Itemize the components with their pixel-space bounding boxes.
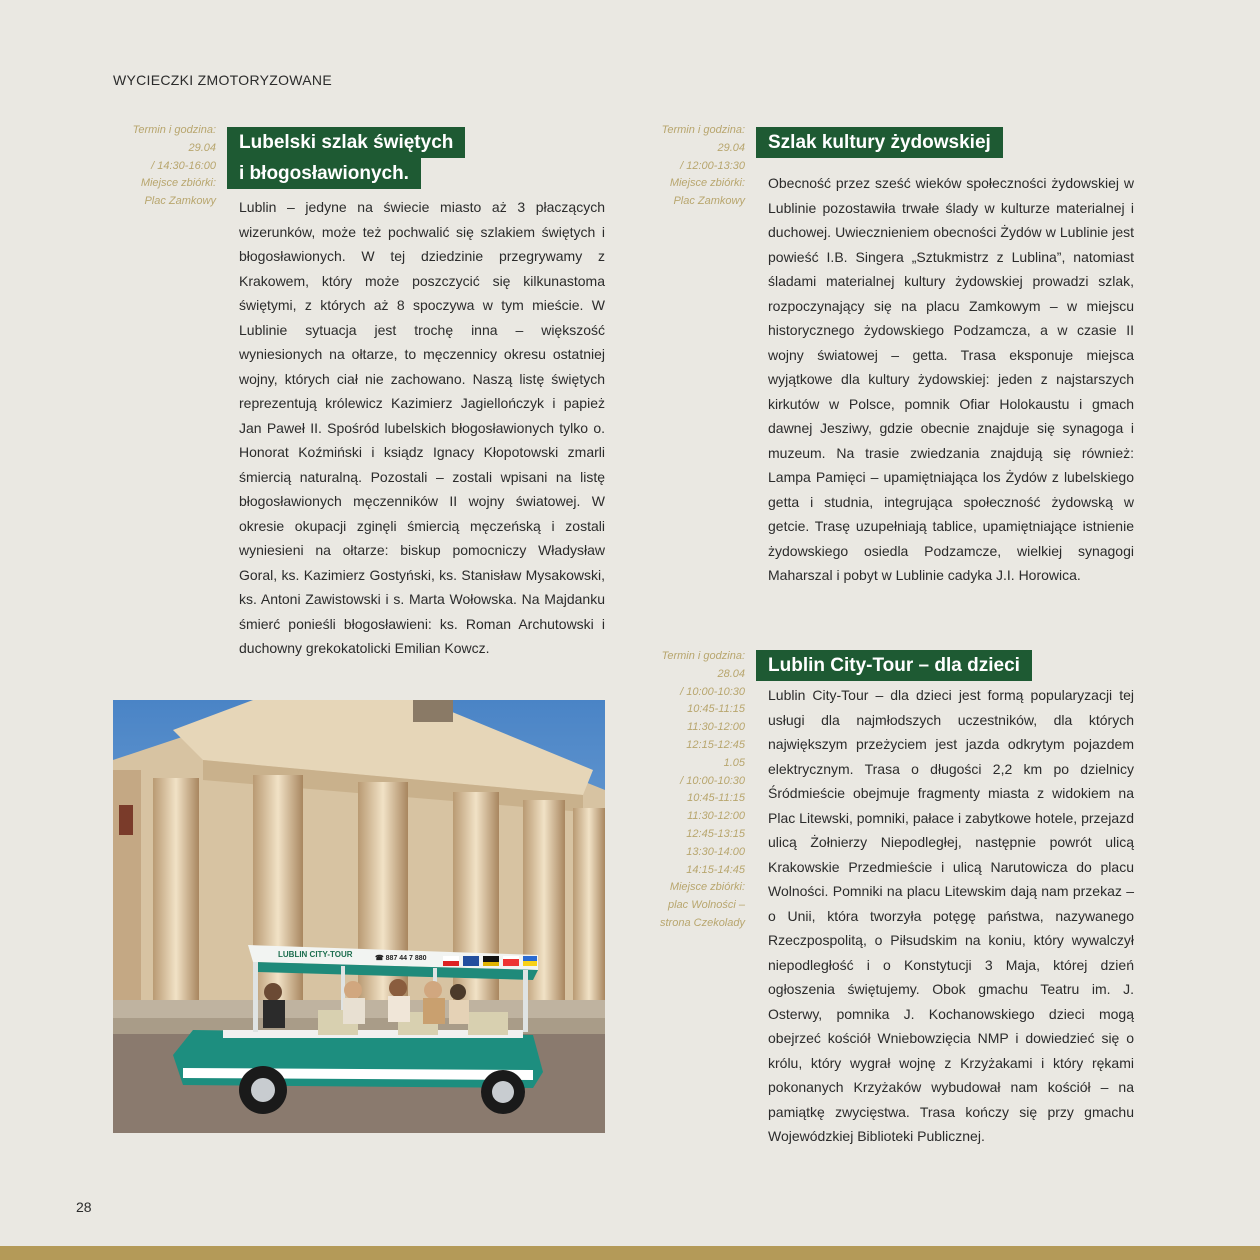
tour-2-meta — [639, 122, 745, 211]
meta-line: 1.05 — [723, 756, 745, 769]
tour-3-body: Lublin City-Tour – dla dzieci jest formą popularyzacji tej usługi dla najmłodszych uczestników, dla których największym przeżyciem jest jazda odkrytym pojazdem elektrycznym. Trasa o długości 2,2 km po dzielnicy Śródmieście obejmuje fragmenty miasta z widokiem na Plac Litewski, pomniki, pałace i zabytkowe hotele, przejazd ulicą Żołnierzy Niepodległej, następnie powrót ulicą Krakowskie Przedmieście i ulicą Narutowicza do placu Wolności. Pomniki na placu Litewskim dają nam przekaz – o Unii, która tworzyła potęgę państwa, nazywanego Rzeczpospolitą, o Piłsudskim na koniu, który wywalczył niepodległość i o Konstytucji 3 Maja, której dzień ogłoszenia świętujemy. Obok gmachu Teatru im. J. Osterwy, pomnika J. Kochanowskiego dzieci mogą obejrzeć kościół Wniebowzięcia NMP i dowiedzieć się o królu, który wygrał wojnę z Krzyżakami i który rękami pokonanych Krzyżaków wybudował nam kościół – na pamiątkę zwycięstwa. Trasa kończy się przy gmachu Wojewódzkiej Biblioteki Publicznej. — [768, 687, 1134, 1144]
section-label: WYCIECZKI ZMOTORYZOWANE — [113, 72, 332, 88]
meta-line: 10:45-11:15 — [687, 792, 745, 805]
tour-3-meta — [639, 648, 745, 933]
tour-3-title — [756, 650, 1032, 681]
meta-line: 12:15-12:45 — [686, 738, 745, 751]
city-tour-vehicle-illustration — [113, 700, 605, 1133]
meta-line: / 14:30-16:00 — [151, 159, 216, 172]
meta-line: / 12:00-13:30 — [680, 159, 745, 172]
meta-line: Miejsce zbiórki: — [669, 177, 745, 190]
page-number: 28 — [76, 1199, 92, 1215]
meta-line: 29.04 — [717, 141, 745, 154]
meta-line: 11:30-12:00 — [687, 721, 745, 734]
tour-2-body: Obecność przez sześć wieków społeczności żydowskiej w Lublinie pozostawiła trwałe ślady w kulturze materialnej i duchowej. Uwiecznieniem obecności Żydów w Lublinie jest powieść I.B. Singera „Sztukmistrz z Lublina”, natomiast śladami materialnej kultury żydowskiej prowadzi szlak, rozpoczynający się na placu Zamkowym – w miejscu historycznego żydowskiego Podzamcza, a w czasie II wojny światowej – getta. Trasa eksponuje miejsca wyjątkowe dla kultury żydowskiej: jeden z najstarszych kirkutów w Polsce, pomnik Ofiar Holokaustu i gmach dawnej Jesziwy, gdzie obecnie znajduje się synagoga i muzeum. Na trasie zwiedzania znajdują się również: Lampa Pamięci – upamiętniająca los Żydów z lubelskiego getta i studnia, integrująca społeczność żydowską w getcie. Trasę uzupełniają tablice, upamiętniające istnienie żydowskiego osiedla Podzamcze, wielkiej synagogi Maharszal i pobyt w Lublinie cadyka J.I. Horowica. — [768, 175, 1134, 583]
meta-line: Plac Zamkowy — [144, 195, 216, 208]
bottom-bar — [0, 1246, 1260, 1260]
meta-line: 10:45-11:15 — [687, 703, 745, 716]
meta-line: 14:15-14:45 — [686, 863, 745, 876]
tour-2-title — [756, 127, 1003, 158]
city-tour-photo — [113, 700, 605, 1133]
meta-line: Plac Zamkowy — [673, 195, 745, 208]
meta-line: Miejsce zbiórki: — [669, 881, 745, 894]
tour-1-meta — [110, 122, 216, 211]
meta-line: / 10:00-10:30 — [680, 685, 745, 698]
meta-line: 12:45-13:15 — [686, 827, 745, 840]
meta-line: 28.04 — [717, 667, 745, 680]
meta-line: 11:30-12:00 — [687, 810, 745, 823]
vehicle-phone: ☎ 887 44 7 880 — [375, 955, 427, 962]
vehicle-sign: LUBLIN CITY-TOUR — [278, 950, 353, 959]
meta-line: 29.04 — [188, 141, 216, 154]
meta-line: Termin i godzina: — [661, 650, 745, 662]
tour-1-title — [227, 127, 465, 189]
meta-line: strona Czekolady — [660, 916, 745, 929]
tour-1-title-line-2: i błogosławionych. — [227, 158, 421, 189]
meta-line: Miejsce zbiórki: — [140, 177, 216, 190]
meta-line: / 10:00-10:30 — [680, 774, 745, 787]
meta-line: 13:30-14:00 — [686, 845, 745, 858]
tour-2-title-text: Szlak kultury żydowskiej — [756, 127, 1003, 158]
tour-1-body: Lublin – jedyne na świecie miasto aż 3 płaczących wizerunków, może też pochwalić się szlakiem świętych i błogosławionych. W tej dziedzinie przegrywamy z Krakowem, który może poszczycić się kilkunastoma świętymi, z których aż 8 spoczywa w tym mieście. W Lublinie sytuacja jest trochę inna – większość wyniesionych na ołtarze, to męczennicy okresu ostatniej wojny, których ciał nie zachowano. Naszą listę świętych reprezentują królewicz Kazimierz Jagiellończyk i papież Jan Paweł II. Spośród lubelskich błogosławionych tylko o. Honorat Koźmiński i ksiądz Ignacy Kłopotowski zmarli śmiercią naturalną. Pozostali – zostali wpisani na listę błogosławionych męczenników II wojny światowej. W okresie okupacji zginęli śmiercią męczeńską i zostali wyniesieni na ołtarze: biskup pomocniczy Władysław Goral, ks. Kazimierz Gostyński, ks. Stanisław Mysakowski, ks. Antoni Zawistowski i s. Marta Wołowska. Na Majdanku śmierć ponieśli błogosławieni: ks. Roman Archutowski i duchowny grekokatolicki Emilian Kowcz. — [239, 199, 605, 656]
meta-line: Termin i godzina: — [132, 124, 216, 136]
tour-3-title-text: Lublin City-Tour – dla dzieci — [756, 650, 1032, 681]
tour-1-title-line-1: Lubelski szlak świętych — [227, 127, 465, 158]
meta-line: plac Wolności – — [667, 899, 745, 912]
meta-line: Termin i godzina: — [661, 124, 745, 136]
